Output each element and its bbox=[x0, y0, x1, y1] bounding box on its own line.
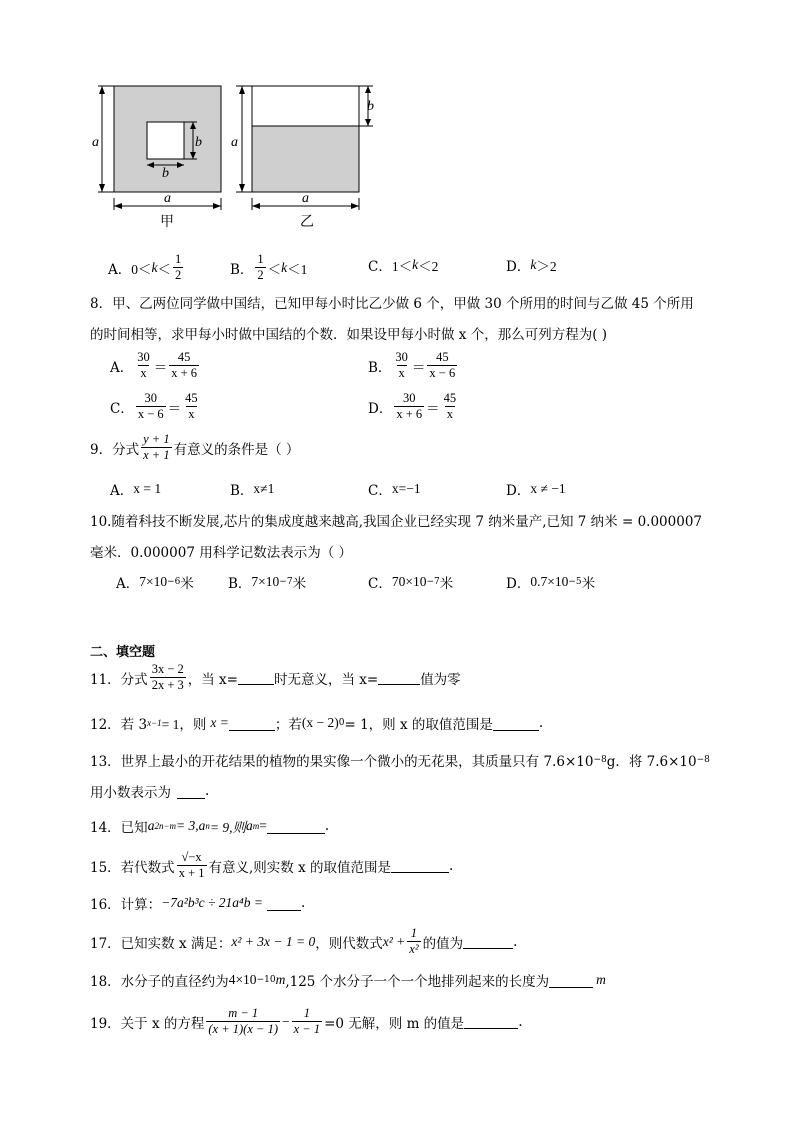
option-letter: A． bbox=[116, 576, 140, 592]
answer-blank[interactable] bbox=[378, 670, 420, 685]
answer-blank[interactable] bbox=[267, 896, 301, 911]
q14-text: = bbox=[259, 818, 267, 833]
fraction: $\frac{45}{x - 6}$ bbox=[429, 350, 456, 380]
q18-unit: m bbox=[275, 972, 286, 987]
option-letter: C． bbox=[368, 259, 392, 275]
answer-blank[interactable] bbox=[391, 858, 449, 873]
q12-var: x = bbox=[210, 715, 229, 730]
q16 bbox=[90, 893, 305, 913]
q11 bbox=[90, 662, 461, 693]
equals-sign: ＝ bbox=[411, 359, 426, 376]
option-var: k bbox=[281, 259, 288, 275]
q9-option-c[interactable] bbox=[368, 479, 421, 499]
q10-option-d[interactable]: D． 0.7×10 −5 米 bbox=[506, 574, 596, 592]
fraction: $\frac{3x - 2}{2x + 3}$ bbox=[151, 662, 184, 692]
fraction: $\frac{30}{x}$ bbox=[395, 350, 408, 380]
q15-end: . bbox=[449, 857, 454, 874]
q13-line2 bbox=[90, 781, 209, 801]
q10-option-b[interactable]: B． 7×10 −7 米 bbox=[228, 574, 307, 592]
option-letter: B． bbox=[230, 483, 254, 499]
option-text: x=−1 bbox=[391, 481, 421, 496]
fraction: $\frac{m - 1}{(x + 1)(x - 1)}$ bbox=[208, 1006, 278, 1036]
q12-end: . bbox=[538, 715, 544, 731]
q12-expr: (x − 2) bbox=[301, 715, 339, 730]
q16-expr: −7a²b³c ÷ 21a⁴b = bbox=[161, 895, 263, 910]
option-letter: A． bbox=[108, 261, 132, 278]
option-text: 0＜ bbox=[131, 261, 152, 277]
option-text: x = 1 bbox=[133, 481, 162, 496]
q14-var: a bbox=[147, 818, 155, 833]
q17-prefix: 17．已知实数 x 满足： bbox=[90, 935, 232, 952]
q11-suffix: 值为零 bbox=[420, 671, 461, 688]
fraction: $\frac{45}{x}$ bbox=[443, 391, 457, 421]
q19-operator: − bbox=[282, 1013, 290, 1029]
figure-label-b-right: b bbox=[367, 99, 374, 114]
q10-stem-line2: 毫米．0.000007 用科学记数法表示为（ ） bbox=[90, 545, 352, 561]
figure-left-square bbox=[98, 86, 221, 210]
q17-suffix: 的值为 bbox=[422, 935, 464, 952]
option-letter: C． bbox=[368, 576, 392, 592]
q15-prefix: 15．若代数式 bbox=[90, 859, 175, 876]
option-unit: 米 bbox=[180, 576, 194, 592]
q12-prefix: 12．若 3 bbox=[90, 717, 148, 733]
option-letter: D． bbox=[506, 259, 531, 275]
option-text: x ≠ −1 bbox=[530, 481, 566, 496]
q7-option-b[interactable] bbox=[230, 252, 307, 283]
option-var: k bbox=[151, 259, 158, 275]
q12: 12．若 3 x−1 = 1，则 x = ；若 (x − 2) 0 = 1，则 x 的取值范围是 . bbox=[90, 715, 544, 733]
q18-value: 4×10 bbox=[228, 972, 257, 987]
option-text: ＞2 bbox=[536, 259, 557, 274]
answer-blank[interactable] bbox=[493, 716, 539, 731]
option-letter: B． bbox=[230, 261, 254, 278]
q13-text: 13．世界上最小的开花结果的植物的果实像一个微小的无花果，其质量只有 7.6×10 bbox=[90, 754, 594, 770]
q17 bbox=[90, 926, 517, 957]
q17-expr: x² + bbox=[382, 933, 406, 949]
option-unit: 米 bbox=[439, 576, 454, 592]
q7-option-c[interactable] bbox=[368, 255, 438, 275]
q11-text: ，当 x= bbox=[187, 671, 238, 688]
fraction: $\frac{y + 1}{x + 1}$ bbox=[143, 432, 170, 462]
q11-text: 时无意义，当 x= bbox=[273, 671, 379, 688]
q18: 18．水分子的直径约为 4×10 −10 m ,125 个水分子一个一个地排列起来的长度为 m bbox=[90, 972, 606, 990]
fraction: $\frac{45}{x}$ bbox=[185, 391, 198, 421]
fraction: $\frac{1}{\text{x²}}$ bbox=[409, 926, 419, 956]
q10-option-a[interactable]: A． 7×10 −6 米 bbox=[116, 574, 194, 592]
answer-blank[interactable] bbox=[229, 716, 275, 731]
q8-stem-line2: 的时间相等，求甲每小时做中国结的个数．如果设甲每小时做 x 个，那么可列方程为( ) bbox=[90, 327, 608, 343]
q11-prefix: 11．分式 bbox=[90, 671, 148, 688]
q13-end: . bbox=[205, 783, 210, 799]
q14-text: = 9,则 bbox=[209, 820, 247, 835]
fraction: $\frac{30}{x}$ bbox=[137, 350, 150, 380]
q18-text: ,125 个水分子一个一个地排列起来的长度为 bbox=[285, 974, 550, 990]
q14-end: . bbox=[324, 818, 330, 834]
section-heading: 二、填空题 bbox=[90, 645, 156, 660]
q8-stem-line1: 8．甲、乙两位同学做中国结，已知甲每小时比乙少做 6 个，甲做 30 个所用的时间与乙做 45 个所用 bbox=[90, 296, 694, 312]
figure-caption-left: 甲 bbox=[160, 214, 174, 230]
q14-text: = 3, bbox=[176, 818, 199, 833]
answer-blank[interactable] bbox=[463, 934, 513, 949]
figure-label-b-inner: b bbox=[195, 135, 202, 150]
q17-equation: x² + 3x − 1 = 0 bbox=[231, 933, 316, 949]
q14: 14．已知 a 2n−m = 3, a n = 9,则 a m = . bbox=[90, 818, 330, 836]
q16-prefix: 16．计算： bbox=[90, 897, 162, 913]
option-text: ＜ bbox=[267, 261, 282, 277]
option-letter: B． bbox=[368, 359, 392, 376]
q10-stem-line1: 10.随着科技不断发展,芯片的集成度越来越高,我国企业已经实现 7 纳米量产,已知 7 纳米 = 0.000007 bbox=[90, 514, 702, 530]
q17-text: ，则代数式 bbox=[315, 935, 383, 952]
q13-text: 用小数表示为 bbox=[90, 785, 171, 801]
q12-text: = 1，则 bbox=[161, 717, 207, 732]
option-text: 7×10 bbox=[139, 574, 168, 589]
answer-blank[interactable] bbox=[177, 784, 205, 799]
answer-blank[interactable] bbox=[464, 1014, 518, 1029]
option-letter: D． bbox=[368, 400, 393, 417]
fraction: $\frac{1}{x - 1}$ bbox=[293, 1006, 321, 1036]
q19-end: . bbox=[518, 1013, 523, 1030]
figure-label-a-left: a bbox=[92, 135, 99, 150]
q7-option-a[interactable] bbox=[108, 252, 185, 283]
q14-var: a bbox=[246, 818, 253, 833]
figure-label-b-bottom: b bbox=[162, 166, 169, 181]
q9-suffix: 有意义的条件是（ ） bbox=[173, 441, 300, 458]
answer-blank[interactable] bbox=[267, 819, 325, 834]
q19-suffix: =0 无解，则 m 的值是 bbox=[324, 1015, 465, 1032]
q14-prefix: 14．已知 bbox=[90, 820, 148, 836]
fraction: $\frac{30}{x + 6}$ bbox=[396, 391, 423, 421]
option-text: 0.7×10 bbox=[530, 574, 569, 589]
q15 bbox=[90, 850, 453, 881]
option-text: 1＜ bbox=[391, 259, 413, 274]
q17-end: . bbox=[513, 933, 518, 950]
q10-option-c[interactable]: C． 70×10 −7 米 bbox=[368, 574, 454, 592]
q7-option-d[interactable] bbox=[506, 255, 557, 275]
q12-text: = 1，则 x 的取值范围是 bbox=[344, 717, 493, 733]
option-unit: 米 bbox=[581, 576, 596, 592]
figure-caption-right: 乙 bbox=[300, 214, 314, 230]
q8-option-b[interactable] bbox=[368, 350, 459, 381]
q9-option-d[interactable] bbox=[506, 479, 566, 499]
option-letter: A． bbox=[110, 483, 134, 499]
diagram-figure bbox=[90, 80, 380, 240]
equals-sign: ＝ bbox=[167, 400, 182, 417]
fraction: $\frac{√-x}{x + 1}$ bbox=[178, 850, 205, 880]
fraction: $\frac{30}{x - 6}$ bbox=[137, 391, 164, 421]
option-letter: D． bbox=[506, 483, 531, 499]
equals-sign: ＝ bbox=[426, 400, 440, 417]
option-var: k bbox=[412, 257, 419, 272]
option-text: ＜2 bbox=[418, 259, 439, 274]
q9-option-b[interactable] bbox=[230, 479, 274, 499]
option-text: 7×10 bbox=[251, 574, 280, 589]
option-text: x≠1 bbox=[253, 481, 275, 496]
q15-suffix: 有意义,则实数 x 的取值范围是 bbox=[208, 859, 391, 876]
q9-prefix: 9．分式 bbox=[90, 441, 140, 458]
option-text: ＜1 bbox=[287, 261, 308, 277]
fraction: $\frac{45}{x + 6}$ bbox=[171, 350, 198, 380]
q14-var: a bbox=[198, 818, 206, 833]
option-letter: C． bbox=[368, 483, 392, 499]
option-letter: B． bbox=[228, 576, 252, 592]
q13-text: g．将 7.6×10 bbox=[606, 754, 697, 770]
option-letter: D． bbox=[506, 576, 531, 592]
q18-unit: m bbox=[596, 972, 606, 987]
q18-prefix: 18．水分子的直径约为 bbox=[90, 974, 229, 990]
q19-prefix: 19．关于 x 的方程 bbox=[90, 1015, 205, 1032]
answer-blank[interactable] bbox=[549, 973, 593, 988]
q13-line1: 13．世界上最小的开花结果的植物的果实像一个微小的无花果，其质量只有 7.6×10 −8 g．将 7.6×10 −8 bbox=[90, 750, 710, 770]
q16-end: . bbox=[300, 895, 306, 911]
q8-option-d[interactable] bbox=[368, 391, 460, 422]
q8-option-a[interactable] bbox=[110, 350, 201, 381]
option-letter: C． bbox=[110, 400, 134, 417]
equals-sign: ＝ bbox=[153, 359, 168, 376]
q9-stem bbox=[90, 432, 299, 463]
figure-label-a-bottom-right: a bbox=[302, 191, 309, 206]
q9-option-a[interactable] bbox=[110, 479, 161, 499]
option-unit: 米 bbox=[292, 576, 307, 592]
figure-label-a-bottom-left: a bbox=[164, 191, 171, 206]
option-var: k bbox=[530, 257, 537, 272]
q8-option-c[interactable] bbox=[110, 391, 202, 422]
q19 bbox=[90, 1006, 522, 1037]
option-text: ＜ bbox=[157, 261, 171, 277]
figure-label-a-right: a bbox=[231, 135, 238, 150]
fraction: $\frac{1}{2}$ bbox=[257, 252, 264, 282]
answer-blank[interactable] bbox=[238, 670, 274, 685]
option-text: 70×10 bbox=[391, 574, 427, 589]
option-letter: A． bbox=[110, 359, 134, 376]
fraction: $\frac{1}{2}$ bbox=[175, 252, 182, 282]
q12-text: ；若 bbox=[274, 717, 302, 733]
